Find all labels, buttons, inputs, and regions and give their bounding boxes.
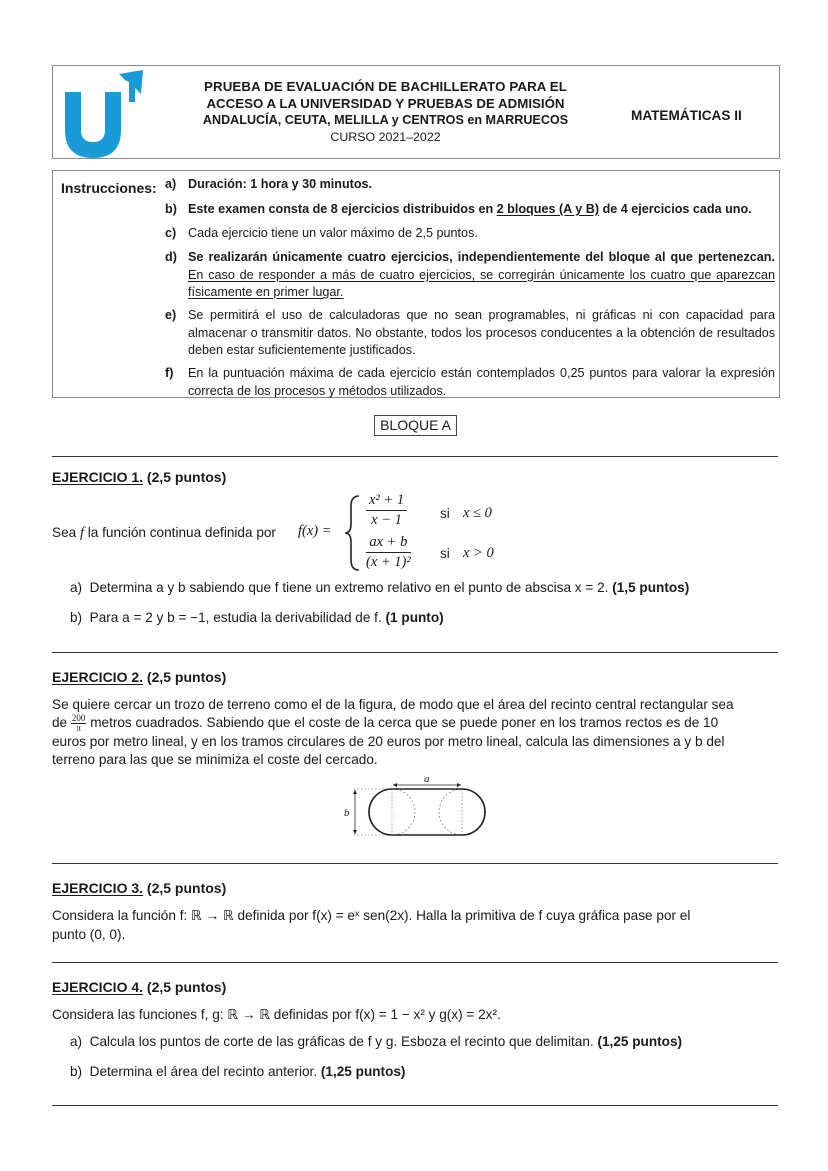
instructions-label: Instrucciones: bbox=[61, 180, 157, 196]
piece-1-si: si bbox=[440, 506, 450, 521]
university-logo-icon bbox=[59, 68, 143, 158]
exercise-1-fx: f(x) = bbox=[298, 523, 332, 539]
svg-text:b: b bbox=[344, 807, 350, 819]
section-divider bbox=[52, 652, 778, 653]
fraction-200-over-pi: $\frac{200}{\pi}$ bbox=[71, 713, 86, 733]
exercise-1-part-b: b) Para a = 2 y b = −1, estudia la derivabilidad de f. (1 punto) bbox=[70, 610, 444, 625]
exercise-4-statement: Considera las funciones f, g: ℝ → ℝ definidas por f(x) = 1 − x² y g(x) = 2x². bbox=[52, 1007, 501, 1022]
piece-2-condition: x > 0 bbox=[463, 545, 494, 561]
exercise-2-line2: de $\frac{200}{\pi}$ metros cuadrados. Sabiendo que el coste de la cerca que se puede poner en los tramos rectos es de 10 bbox=[52, 713, 719, 733]
piece-2-si: si bbox=[440, 546, 450, 561]
exercise-2-line3: euros por metro lineal, y en los tramos circulares de 20 euros por metro lineal, calcula las dimensiones a y b del bbox=[52, 734, 725, 749]
exercise-4-part-a: a) Calcula los puntos de corte de las gráficas de f y g. Esboza el recinto que delimitan. (1,25 puntos) bbox=[70, 1034, 683, 1049]
piece-1: $\frac{\text{x² + 1}}{x - 1}$ bbox=[366, 492, 407, 529]
instruction-b: b) Este examen consta de 8 ejercicios distribuidos en 2 bloques (A y B) de 4 ejercicios cada uno. bbox=[165, 202, 752, 216]
piece-1-condition: x ≤ 0 bbox=[463, 505, 492, 521]
piecewise-brace-icon bbox=[344, 494, 362, 572]
exam-subject: MATEMÁTICAS II bbox=[631, 108, 742, 123]
exam-header bbox=[52, 65, 780, 159]
block-label: BLOQUE A bbox=[374, 415, 457, 436]
instructions-box bbox=[52, 170, 780, 398]
svg-text:a: a bbox=[424, 773, 430, 785]
exercise-3-line2: punto (0, 0). bbox=[52, 927, 126, 942]
exercise-2-line1: Se quiere cercar un trozo de terreno como el de la figura, de modo que el área del recinto central rectangular sea bbox=[52, 697, 734, 712]
exercise-2-title: EJERCICIO 2. (2,5 puntos) bbox=[52, 669, 227, 685]
exercise-1-title: EJERCICIO 1. (2,5 puntos) bbox=[52, 469, 227, 485]
instruction-f: f) En la puntuación máxima de cada ejercicio están contemplados 0,25 puntos para valorar la expresión correcta de los procesos y métodos utilizados. bbox=[165, 366, 775, 398]
exam-title-line1: PRUEBA DE EVALUACIÓN DE BACHILLERATO PARA EL bbox=[204, 79, 567, 94]
exercise-4-title: EJERCICIO 4. (2,5 puntos) bbox=[52, 979, 227, 995]
exercise-1-statement: Sea f la función continua definida por bbox=[52, 525, 276, 541]
exercise-3-title: EJERCICIO 3. (2,5 puntos) bbox=[52, 880, 227, 896]
exam-title-line2: ACCESO A LA UNIVERSIDAD Y PRUEBAS DE ADMISIÓN bbox=[206, 95, 565, 111]
section-divider bbox=[52, 1105, 778, 1106]
section-divider bbox=[52, 962, 778, 963]
exam-title-line3: ANDALUCÍA, CEUTA, MELILLA y CENTROS en MARRUECOS bbox=[202, 113, 569, 127]
exercise-3-line1: Considera la función f: ℝ → ℝ definida por f(x) = eˣ sen(2x). Halla la primitiva de f cuya gráfica pase por el bbox=[52, 908, 691, 923]
instruction-d: d) Se realizarán únicamente cuatro ejercicios, independientemente del bloque al que pertenezcan. En caso de responder a más de cuatro ejercicios, se corregirán únicamente los cuatro que aparezcan físicamente en primer lugar. bbox=[165, 250, 775, 299]
section-divider bbox=[52, 456, 778, 457]
exam-course: CURSO 2021–2022 bbox=[330, 129, 441, 144]
exercise-2-line4: terreno para las que se minimiza el coste del cercado. bbox=[52, 752, 378, 767]
section-divider bbox=[52, 863, 778, 864]
piece-2: $\frac{ax + b}{\text{(x + 1)²}}$ bbox=[366, 534, 411, 570]
instruction-c: c) Cada ejercicio tiene un valor máximo de 2,5 puntos. bbox=[165, 226, 478, 240]
fence-figure-diagram bbox=[340, 772, 490, 840]
instruction-a: a) Duración: 1 hora y 30 minutos. bbox=[165, 177, 373, 191]
exam-title-block bbox=[188, 79, 583, 145]
exercise-4-part-b: b) Determina el área del recinto anterior. (1,25 puntos) bbox=[70, 1064, 406, 1079]
instruction-e: e) Se permitirá el uso de calculadoras que no sean programables, ni gráficas ni con capacidad para almacenar o transmitir datos. No obstante, todos los procesos conducentes a la obtención de resultados deben estar suficientemente justificados. bbox=[165, 308, 775, 357]
exercise-1-part-a: a) Determina a y b sabiendo que f tiene un extremo relativo en el punto de abscisa x = 2. (1,5 puntos) bbox=[70, 580, 690, 595]
